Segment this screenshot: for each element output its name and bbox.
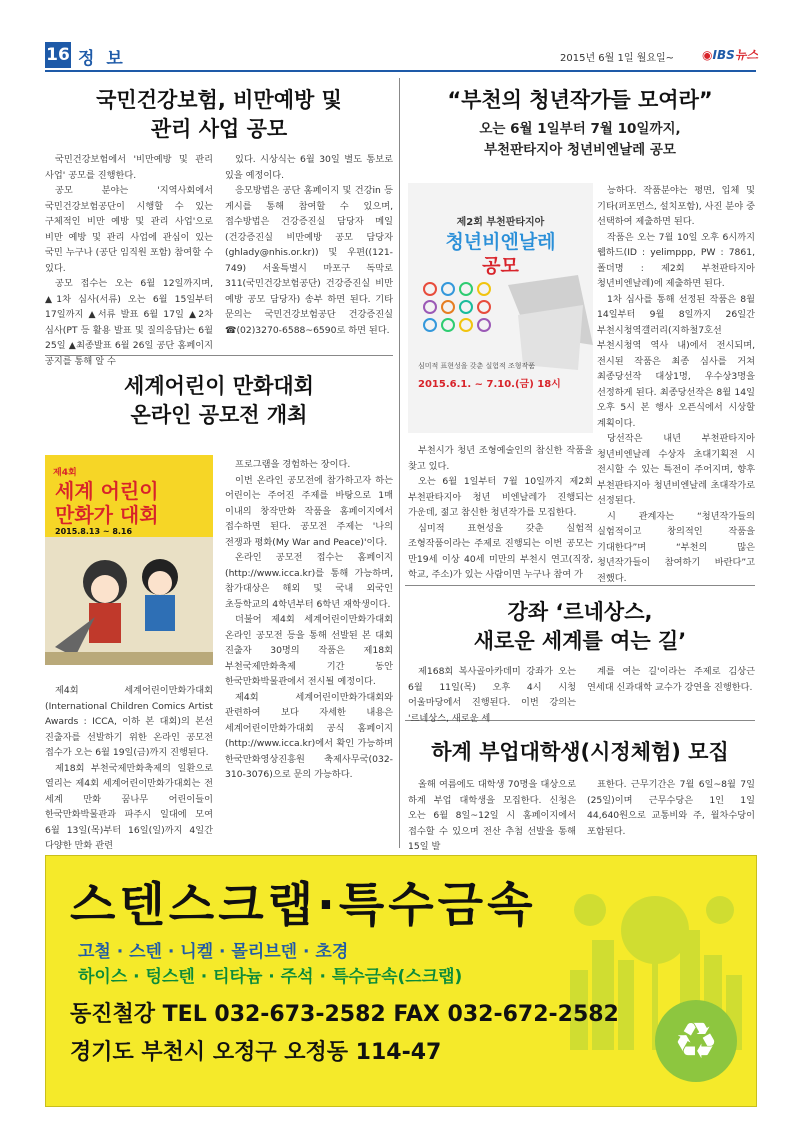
article2-title-line1: 세계어린이 만화대회 bbox=[124, 374, 314, 398]
paragraph: 당선작은 내년 부천판타지아 청년비엔날레 수상자 초대기획전 시 전시할 수 있는 특전이 주어지며, 향후 부천판타지아 청년비엔날레 초대작가로 선정된다. bbox=[597, 433, 755, 506]
paragraph: 올해 여름에도 대학생 70명을 대상으로 하계 부업 대학생을 모집한다. 신청은 오는 6월 8일~12일 시 홈페이지에서 접수할 수 있으며 전산 추첨 선발을 통해 15일 발 bbox=[408, 779, 576, 852]
paragraph: 공모 접수는 오는 6월 12일까지며, ▲1차 심사(서류) 오는 6월 15일부터 17일까지 ▲서류 발표 6월 17일 ▲2차 심사(PT 등 활용 발표 및 질의응답)는 6월 25일 ▲최종발표 6월 26일 공단 홈페이지 공지를 통해 알 수 bbox=[45, 278, 213, 367]
poster-title1: 청년비엔날레 bbox=[445, 231, 556, 253]
poster-tag: 제4회 bbox=[53, 468, 77, 478]
paragraph: 부천시가 청년 조형예술인의 참신한 작품을 찾고 있다. bbox=[408, 445, 593, 472]
ad-products-line2: 하이스 · 텅스텐 · 티타늄 · 주석 · 특수금속(스크랩) bbox=[78, 967, 463, 987]
article1-title bbox=[45, 86, 393, 144]
paragraph: 시 관계자는 “청년작가들의 실험적이고 창의적인 작품을 기대한다”며 “부천의 많은 청년작가들이 참여하기 바란다”고 전했다. bbox=[597, 510, 755, 584]
article5-col1 bbox=[408, 777, 576, 855]
article3-subtitle-line2: 부천판타지아 청년비엔날레 공모 bbox=[484, 142, 676, 158]
recycle-badge bbox=[655, 1000, 737, 1082]
article1-col1 bbox=[45, 152, 213, 369]
brand-sub: 뉴스 bbox=[734, 48, 758, 62]
paragraph: 작품은 오는 7월 10일 오후 6시까지 웹하드(ID : yelimppp, PW : 7861, 폴더명 : 제2회 부천판타지아 청년비엔날레)에 제출하면 된다. bbox=[597, 231, 755, 289]
poster-dot-grid bbox=[408, 275, 593, 375]
poster-tagline: 심미적 표현성을 갖춘 실험적 조형작품 bbox=[418, 362, 536, 370]
paragraph: 이번 온라인 공모전에 참가하고자 하는 어린이는 주어진 주제를 바탕으로 1매 이내의 창작만화 작품을 홈페이지에서 접수하면 된다. 공모전 주제는 '나의 전쟁과 평화(My War and Peace)'이다. bbox=[225, 474, 393, 548]
paragraph: 제168회 복사골아카데미 강좌가 오는 6월 11일(목) 오후 4시 시청 어울마당에서 진행된다. 이번 강의는 '르네상스, 새로운 세 bbox=[408, 666, 576, 724]
brand-main: IBS bbox=[712, 48, 735, 62]
article4-title-line1: 강좌 ‘르네상스, bbox=[507, 600, 653, 624]
poster-edition: 제2회 부천판타지아 bbox=[456, 217, 545, 228]
poster-date: 2015.8.13 ~ 8.16 bbox=[55, 527, 133, 536]
section-label: 정 보 bbox=[78, 49, 126, 69]
paragraph: 심미적 표현성을 갖춘 실험적 조형작품이라는 주제로 진행되는 이번 공모는 만19세 이상 40세 미만의 부천시 연고(직장, 학교, 주소)가 있는 사람이면 누구나 참여 가 bbox=[408, 522, 593, 580]
article5-col2 bbox=[587, 777, 755, 839]
biennale-poster bbox=[408, 183, 593, 433]
poster-illustration bbox=[45, 537, 213, 665]
center-divider bbox=[399, 78, 400, 848]
paragraph: 1차 심사를 통해 선정된 작품은 8월 14일부터 9월 8일까지 26일간 부천시청역갤러리(지하철7호선 부천시청역 역사 내)에서 전시되며, 전시된 작품은 최종 심사를 거쳐 최종당선작 대상1명, 우수상3명을 선정하게 된다. 최종당선작은 8월 14일 오후 5시 본 행사 오픈식에서 시상할 계획이다. bbox=[597, 293, 755, 429]
paragraph: 제4회 세계어린이만화가대회와 관련하여 보다 자세한 내용은 세계어린이만화가대회 공식 홈페이지(http://www.icca.kr)에서 확인 가능하며 한국만화영상진흥원 축제사무국(032-310-3076)으로 문의 가능하다. bbox=[225, 691, 393, 780]
article3-subtitle-line1: 오는 6월 1일부터 7월 10일까지, bbox=[479, 121, 681, 137]
article4-title bbox=[405, 598, 755, 656]
paragraph: 온라인 공모전 접수는 홈페이지(http://www.icca.kr)를 통해 가능하며, 참가대상은 해외 및 국내 외국인 초등학교의 4학년부터 6학년 재학생이다. bbox=[225, 552, 393, 610]
article4-title-line2: 새로운 세계를 여는 길’ bbox=[473, 629, 687, 653]
article1-title-line2: 관리 사업 공모 bbox=[150, 117, 288, 141]
paragraph: 능하다. 작품분야는 평면, 입체 및 기타(퍼포먼스, 설치포함), 사진 분야 중 선택하여 제출하면 된다. bbox=[597, 185, 755, 227]
comics-contest-poster bbox=[45, 455, 213, 665]
ad-contact: 동진철강 TEL 032-673-2582 FAX 032-672-2582 bbox=[70, 1002, 619, 1027]
paragraph: 제4회 세계어린이만화가대회(International Children Comics Artist Awards : ICCA, 이하 본 대회)의 본선 진출자를 선발하기 위한 온라인 공모전 접수가 오는 6월 19일(금)까지 진행된다. bbox=[45, 685, 213, 758]
paragraph: 응모방법은 공단 홈페이지 및 건강in 등 게시를 통해 참여할 수 있으며, 접수방법은 건강증진실 담당자 메일(건강증진실 비만예방 공모 담당자(ghlady@nhis.or.kr)) 및 우편((121-749) 서울특별시 마포구 독막로 311(국민건강보험공단) 건강증진실 비만 예방 공모 담당자) 송부 하면 된다. 기타 문의는 국민건강보험공단 건강증진실 ☎(02)3270-6588~6590로 하면 된다. bbox=[225, 185, 393, 336]
recycle-icon: ♻ bbox=[673, 1012, 719, 1070]
paragraph: 더불어 제4회 세계어린이만화가대회 온라인 공모전 등을 통해 선발된 본 대회 진출자 30명의 작품은 제18회 부천국제만화축제 기간 동안 한국만화박물관에서 전시될 예정이다. bbox=[225, 614, 393, 687]
paragraph: 국민건강보험에서 '비만예방 및 관리 사업' 공모를 진행한다. bbox=[45, 154, 213, 181]
article3-title: “부천의 청년작가들 모여라” bbox=[447, 88, 713, 112]
brand-logo bbox=[702, 46, 758, 63]
paragraph: 공모 분야는 '지역사회에서 국민건강보험공단이 시행할 수 있는 구체적인 비만 예방 및 관리 사업'으로 비만 예방 및 관리 사업에 관심이 있는 국민 누구나 (공단 임직원 포함) 참여할 수 있다. bbox=[45, 185, 213, 274]
paragraph: 제18회 부천국제만화축제의 일환으로 열리는 제4회 세계어린이만화가대회는 전 세계 만화 꿈나무 어린이들이 한국만화박물관과 파주시 일대에 모여 6월 13일(목)부터 16일(일)까지 4일간 다양한 만화 관련 bbox=[45, 762, 213, 851]
paragraph: 오는 6월 1일부터 7월 10일까지 제2회 부천판타지아 청년 비엔날레가 진행되는 가운데, 젊고 참신한 청년작가를 모집한다. bbox=[408, 476, 593, 518]
article1-col2 bbox=[225, 152, 393, 338]
paragraph: 계를 여는 길'이라는 주제로 김상근 연세대 신과대학 교수가 강연을 진행한다. bbox=[587, 666, 755, 693]
paragraph: 있다. 시상식는 6월 30일 별도 통보로 있을 예정이다. bbox=[225, 154, 393, 181]
article3-subtitle bbox=[405, 119, 755, 161]
brand-globe-icon: ◉ bbox=[702, 48, 713, 62]
poster-title-line2: 만화가 대회 bbox=[55, 503, 159, 527]
article2-col2 bbox=[225, 457, 393, 783]
poster-dates: 2015.6.1. ~ 7.10.(금) 18시 bbox=[418, 379, 561, 390]
header-rule bbox=[45, 70, 756, 72]
article3-col1 bbox=[408, 443, 593, 583]
ad-title: 스텐스크랩·특수금속 bbox=[70, 878, 537, 933]
article1-title-line1: 국민건강보험, 비만예방 및 bbox=[96, 88, 342, 112]
article2-title bbox=[45, 372, 393, 430]
issue-date: 2015년 6월 1일 월요일~ bbox=[560, 53, 675, 64]
paragraph: 표한다. 근무기간은 7월 6일~8월 7일(25일)이며 근무수당은 1인 1일 44,640원으로 교통비와 주, 월차수당이 포함된다. bbox=[587, 779, 755, 837]
paragraph: 프로그램을 경험하는 장이다. bbox=[235, 459, 351, 470]
ad-products-line1: 고철 · 스텐 · 니켈 · 몰리브덴 · 초경 bbox=[78, 942, 349, 962]
ad-address: 경기도 부천시 오정구 오정동 114-47 bbox=[70, 1040, 442, 1065]
article4-col2 bbox=[587, 664, 755, 695]
page-number: 16 bbox=[45, 42, 71, 68]
article2-col1 bbox=[45, 683, 213, 854]
article4-col1 bbox=[408, 664, 576, 726]
poster-title-line1: 세계 어린이 bbox=[55, 479, 159, 503]
poster-title2: 공모 bbox=[482, 255, 519, 277]
article2-title-line2: 온라인 공모전 개최 bbox=[130, 403, 308, 427]
article3-col2 bbox=[597, 183, 755, 586]
article5-title: 하계 부업대학생(시정체험) 모집 bbox=[431, 740, 729, 764]
